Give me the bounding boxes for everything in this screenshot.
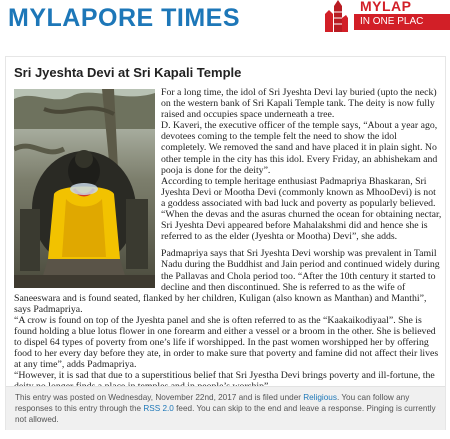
skyline-icon — [322, 0, 348, 32]
post-meta-footer — [6, 386, 445, 430]
site-logo[interactable]: MYLAPORE TIMES — [8, 4, 241, 32]
posted-text: This entry was posted on Wednesday, November 22nd, 2017 and is filed under — [15, 393, 304, 402]
post-paragraph: D. Kaveri, the executive officer of the temple says, “About a year ago, devotees coming to the temple felt the need to show the idol completely. We removed the sand and have placed it in plain sight. No other temple in the city has this idol. Every Friday, an abhishekam and pooja is done for the deity”. — [161, 120, 438, 176]
post-title[interactable]: Sri Jyeshta Devi at Sri Kapali Temple — [14, 65, 242, 80]
post-paragraph: According to temple heritage enthusiast Padmapriya Bhaskaran, Sri Jyeshta Devi or Mootha Devi (commonly known as MhooDevi) is not a goddess associated with bad luck and poverty as popularly believed. “When the devas and the asuras churned the ocean for obtaining nectar, Sri Jyeshta Devi appeared before Mahalakshmi did and hence she is referred to as the elder (Jyeshta or Mootha) Devi”, she adds. — [161, 175, 442, 243]
post-paragraph: For a long time, the idol of Sri Jyeshta Devi lay buried (upto the neck) on the western bank of Sri Kapali Temple tank. The deity is now fully raised and occupies space underneath a tree. — [161, 87, 437, 121]
post-paragraph: “A crow is found on top of the Jyeshta panel and she is often referred to as the “Kaakaikodiyaal”. She is found holding a blue lotus flower in one forearm and either a vessel or a broom in the other. She is believed to dispel 64 types of poverty from one’s life if worshipped. In the past women worshipped her by offering food to her every day before they ate, in order to make sure that poverty and famine did not affect their lives at any time”, adds Padmapriya. — [14, 314, 439, 371]
post-card — [5, 56, 446, 430]
site-header — [0, 0, 450, 40]
ad-headline: MYLAP — [360, 0, 412, 14]
ad-tagline: IN ONE PLAC — [354, 14, 450, 30]
rss-feed-link[interactable]: RSS 2.0 — [143, 404, 174, 413]
posted-text-follow: . You can follow any responses to this entry through the — [15, 393, 410, 413]
post-paragraph: Padmapriya says that Sri Jyeshta Devi worship was prevalent in Tamil Nadu during the Buddhist and Jain period and continued widely during the Pallavas and Chola period too. “After the 10th century it started to decline and then discontinued. She is referred to as the wife of Saneeswara and is found seated, flanked by her children, Kuligan (also known as Manthan) and Manthi”, says Padmapriya. — [14, 248, 440, 315]
header-ad-banner[interactable] — [318, 0, 450, 32]
post-body — [14, 87, 442, 393]
post-paragraph: “However, it is sad that due to a superstitious belief that Sri Jyestha Devi brings poverty and ill-fortune, the — [14, 370, 435, 382]
category-link-religious[interactable]: Religious — [303, 393, 337, 402]
posted-text-end: feed. You can skip to the end and leave a response. Pinging is currently not allowed. — [15, 404, 436, 424]
photo-spacer — [14, 87, 161, 288]
